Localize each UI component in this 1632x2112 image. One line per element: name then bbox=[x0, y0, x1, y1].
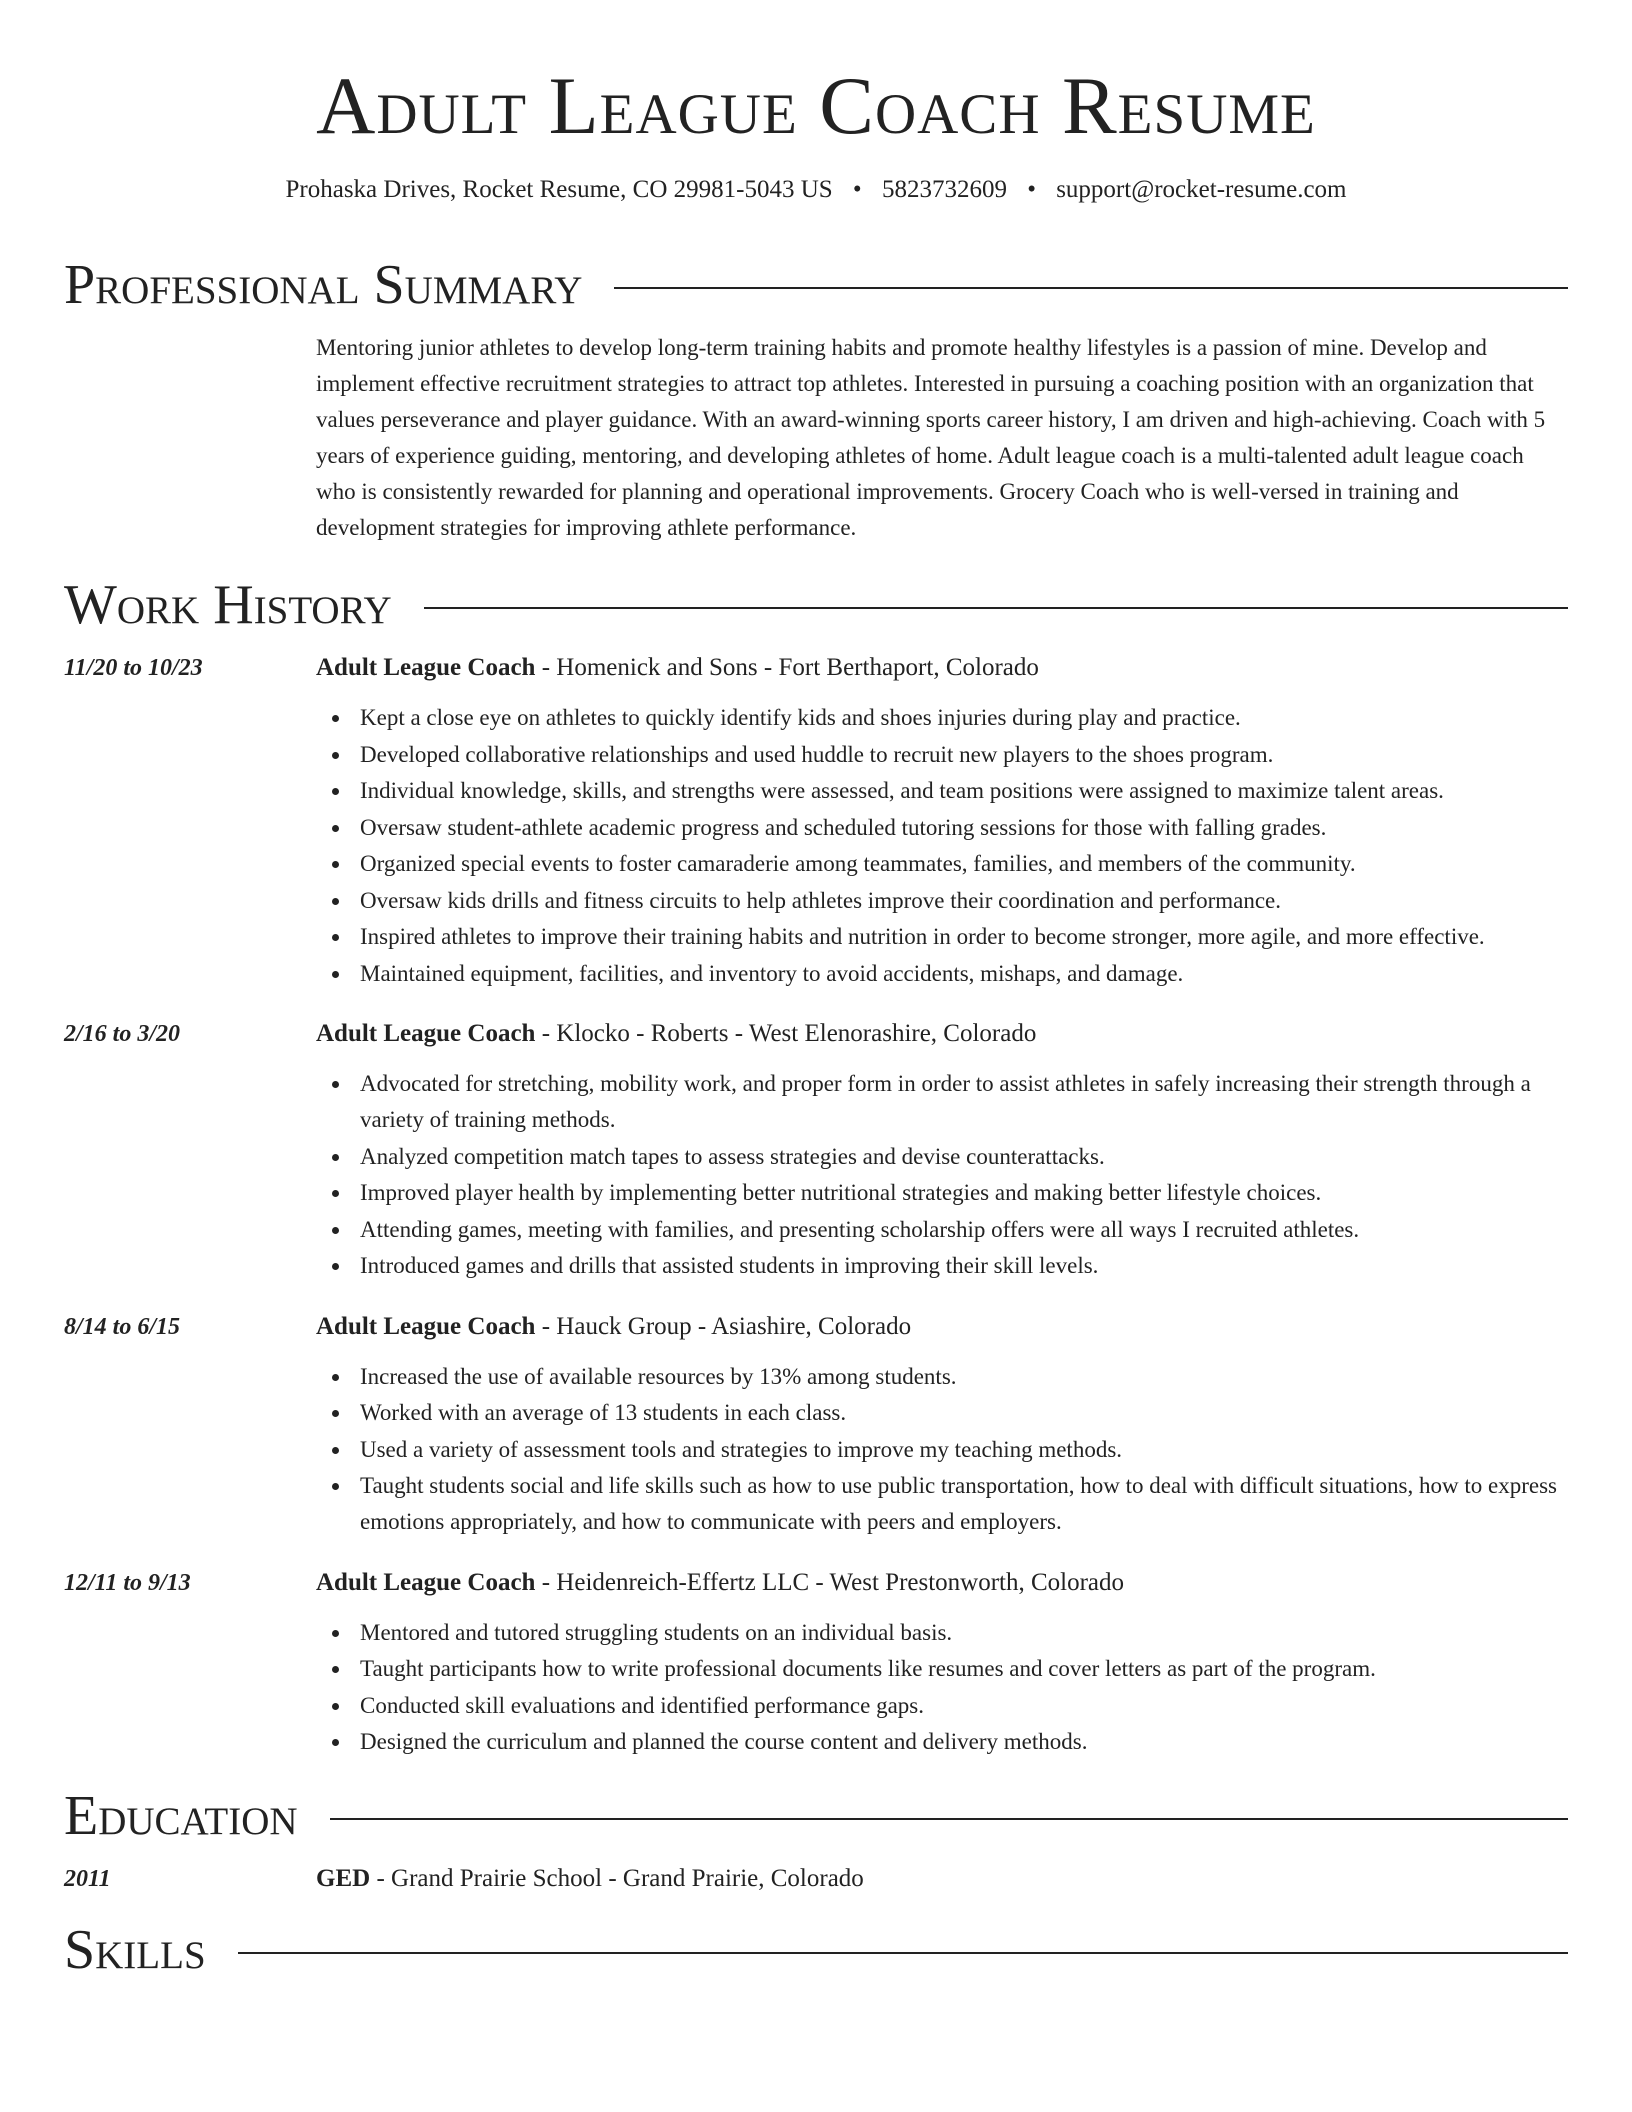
job-entry bbox=[64, 1016, 1568, 1285]
job-bullet: Worked with an average of 13 students in each class. bbox=[360, 1395, 1568, 1431]
section-divider bbox=[424, 607, 1568, 609]
job-entry bbox=[64, 1565, 1568, 1761]
contact-separator: • bbox=[852, 176, 862, 203]
job-dates: 11/20 to 10/23 bbox=[64, 655, 203, 681]
education-section-header bbox=[64, 1785, 1568, 1847]
job-bullet: Maintained equipment, facilities, and inventory to avoid accidents, mishaps, and damage. bbox=[360, 956, 1568, 992]
contact-email: support@rocket-resume.com bbox=[1056, 176, 1347, 203]
job-bullet: Designed the curriculum and planned the course content and delivery methods. bbox=[360, 1724, 1568, 1760]
job-dates: 2/16 to 3/20 bbox=[64, 1021, 181, 1047]
job-entry bbox=[64, 650, 1568, 992]
job-bullet: Used a variety of assessment tools and strategies to improve my teaching methods. bbox=[360, 1432, 1568, 1468]
contact-phone: 5823732609 bbox=[881, 176, 1007, 203]
education-degree: GED bbox=[316, 1864, 371, 1892]
job-bullet: Inspired athletes to improve their training habits and nutrition in order to become stronger, more agile, and more effective. bbox=[360, 919, 1568, 955]
education-body bbox=[316, 1861, 864, 1897]
contact-separator: • bbox=[1027, 176, 1036, 203]
job-entry bbox=[64, 1309, 1568, 1541]
skills-section-title: Skills bbox=[64, 1918, 206, 1981]
job-bullet: Taught participants how to write professional documents like resumes and cover letters as part of the program. bbox=[360, 1651, 1568, 1687]
education-entry bbox=[64, 1861, 1568, 1897]
job-body bbox=[316, 1309, 1568, 1541]
job-role: Adult League Coach bbox=[316, 1312, 536, 1340]
education-section-title: Education bbox=[64, 1784, 298, 1847]
job-bullet: Improved player health by implementing better nutritional strategies and making better lifestyle choices. bbox=[360, 1175, 1568, 1211]
job-employer-location: - Heidenreich-Effertz LLC - West Prestonworth, Colorado bbox=[535, 1568, 1125, 1596]
contact-line bbox=[64, 174, 1568, 206]
job-body bbox=[316, 1565, 1568, 1761]
job-bullet-list bbox=[316, 1615, 1568, 1761]
job-bullet-list bbox=[316, 1066, 1568, 1284]
job-bullet-list bbox=[316, 700, 1568, 992]
work-section-title: Work History bbox=[64, 574, 392, 636]
summary-section-header bbox=[64, 254, 1568, 316]
job-bullet: Oversaw kids drills and fitness circuits to help athletes improve their coordination and performance. bbox=[360, 883, 1568, 919]
work-section-header bbox=[64, 574, 1568, 636]
job-role: Adult League Coach bbox=[316, 1568, 536, 1596]
job-role: Adult League Coach bbox=[316, 1020, 536, 1047]
job-bullet: Developed collaborative relationships and used huddle to recruit new players to the shoes program. bbox=[360, 737, 1568, 773]
job-role: Adult League Coach bbox=[316, 654, 536, 681]
job-bullet: Taught students social and life skills such as how to use public transportation, how to deal with difficult situations, how to express emotions appropriately, and how to communicate with peers and employers. bbox=[360, 1468, 1568, 1540]
job-body bbox=[316, 650, 1568, 992]
skills-section-header bbox=[64, 1919, 1568, 1981]
job-heading bbox=[316, 1565, 1568, 1601]
job-bullet: Introduced games and drills that assisted students in improving their skill levels. bbox=[360, 1248, 1568, 1284]
section-divider bbox=[614, 287, 1568, 289]
job-body bbox=[316, 1016, 1568, 1285]
job-employer-location: - Homenick and Sons - Fort Berthaport, Colorado bbox=[535, 654, 1039, 681]
job-bullet: Attending games, meeting with families, and presenting scholarship offers were all ways I recruited athletes. bbox=[360, 1212, 1568, 1248]
section-divider bbox=[238, 1952, 1568, 1954]
job-heading bbox=[316, 650, 1568, 686]
contact-address: Prohaska Drives, Rocket Resume, CO 29981-5043 US bbox=[285, 176, 833, 203]
section-divider bbox=[330, 1818, 1568, 1820]
job-employer-location: - Hauck Group - Asiashire, Colorado bbox=[535, 1312, 912, 1340]
job-employer-location: - Klocko - Roberts - West Elenorashire, Colorado bbox=[535, 1020, 1037, 1047]
job-bullet: Analyzed competition match tapes to assess strategies and devise counterattacks. bbox=[360, 1139, 1568, 1175]
education-school-location: - Grand Prairie School - Grand Prairie, Colorado bbox=[370, 1864, 864, 1892]
job-dates: 12/11 to 9/13 bbox=[64, 1569, 191, 1596]
job-bullet: Organized special events to foster camaraderie among teammates, families, and members of the community. bbox=[360, 846, 1568, 882]
job-bullet-list bbox=[316, 1359, 1568, 1541]
summary-text: Mentoring junior athletes to develop long-term training habits and promote healthy lifestyles is a passion of mine. Develop and implement effective recruitment strategies to attract top athletes. Interested in pursuing a coaching position with an organization that values perseverance and player guidance. With an award-winning sports career history, I am driven and high-achieving. Coach with 5 years of experience guiding, mentoring, and developing athletes of home. Adult league coach is a multi-talented adult league coach who is consistently rewarded for planning and operational improvements. Grocery Coach who is well-versed in training and development strategies for improving athlete performance. bbox=[316, 335, 1546, 540]
job-bullet: Advocated for stretching, mobility work, and proper form in order to assist athletes in safely increasing their strength through a variety of training methods. bbox=[360, 1066, 1568, 1138]
education-year: 2011 bbox=[64, 1865, 111, 1892]
resume-title: Adult League Coach Resume bbox=[316, 60, 1316, 151]
job-bullet: Individual knowledge, skills, and strengths were assessed, and team positions were assigned to maximize talent areas. bbox=[360, 773, 1568, 809]
job-bullet: Mentored and tutored struggling students on an individual basis. bbox=[360, 1615, 1568, 1651]
summary-section-title: Professional Summary bbox=[64, 254, 583, 316]
job-bullet: Conducted skill evaluations and identified performance gaps. bbox=[360, 1688, 1568, 1724]
job-heading bbox=[316, 1016, 1568, 1052]
job-bullet: Oversaw student-athlete academic progress and scheduled tutoring sessions for those with falling grades. bbox=[360, 810, 1568, 846]
job-bullet: Increased the use of available resources by 13% among students. bbox=[360, 1359, 1568, 1395]
job-dates: 8/14 to 6/15 bbox=[64, 1313, 181, 1340]
job-bullet: Kept a close eye on athletes to quickly identify kids and shoes injuries during play and practice. bbox=[360, 700, 1568, 736]
job-heading bbox=[316, 1309, 1568, 1345]
